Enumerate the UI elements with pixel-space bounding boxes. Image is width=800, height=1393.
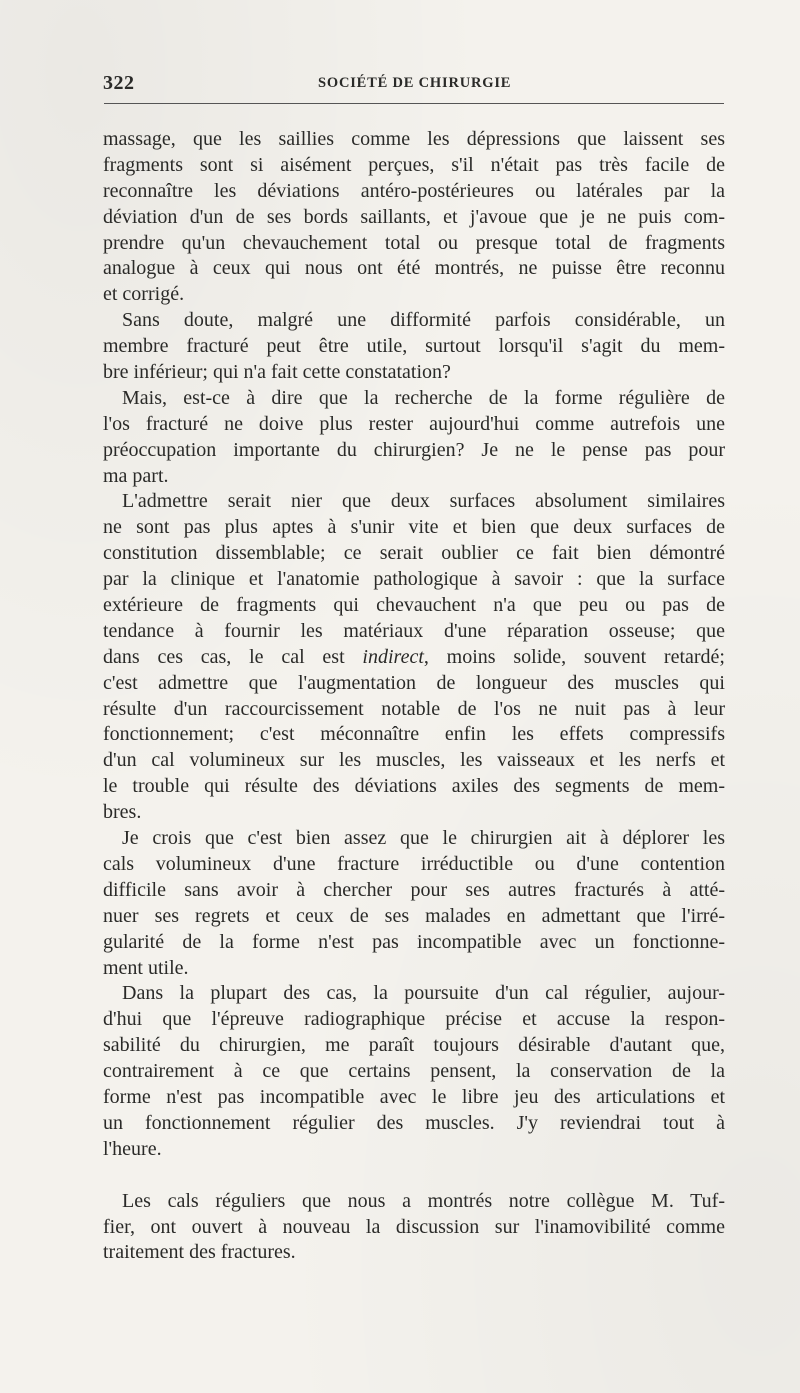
- text-line: Je crois que c'est bien assez que le chirurgien ait à déplorer les: [122, 827, 725, 850]
- text-line: par la clinique et l'anatomie pathologique à savoir : que la surface: [103, 568, 725, 591]
- text-line: L'admettre serait nier que deux surfaces absolument similaires: [122, 490, 725, 513]
- text-line: bre inférieur; qui n'a fait cette constatation?: [103, 361, 451, 384]
- text-line: fragments sont si aisément perçues, s'il n'était pas très facile de: [103, 153, 725, 176]
- paragraph: [103, 981, 725, 1162]
- text-line: d'hui que l'épreuve radiographique précise et accuse la respon-: [103, 1008, 725, 1031]
- text-line: massage, que les saillies comme les dépressions que laissent ses: [103, 128, 725, 150]
- text-line: gularité de la forme n'est pas incompatible avec un fonctionne-: [103, 930, 725, 953]
- text-fragment: , moins solide, souvent retardé;: [423, 645, 725, 668]
- text-line: cals volumineux d'une fracture irréductible ou d'une contention: [103, 852, 725, 875]
- page-number: 322: [103, 72, 135, 94]
- text-line: analogue à ceux qui nous ont été montrés, ne puisse être reconnu: [103, 257, 725, 280]
- page-header: [103, 70, 725, 100]
- text-line: fonctionnement; c'est méconnaître enfin les effets compressifs: [103, 723, 725, 746]
- text-line: déviation d'un de ses bords saillants, et j'avoue que je ne puis com-: [103, 205, 725, 228]
- text-line: constitution dissemblable; ce serait oublier ce fait bien démontré: [103, 542, 725, 565]
- text-line: Les cals réguliers que nous a montrés notre collègue M. Tuf-: [122, 1189, 725, 1212]
- italic-word: indirect: [362, 645, 424, 668]
- text-line: un fonctionnement régulier des muscles. J'y reviendrai tout à: [103, 1111, 725, 1134]
- text-line: Dans la plupart des cas, la poursuite d'un cal régulier, aujour-: [122, 982, 725, 1005]
- text-line: d'un cal volumineux sur les muscles, les vaisseaux et les nerfs et: [103, 749, 725, 772]
- text-line: traitement des fractures.: [103, 1241, 296, 1264]
- text-line: sabilité du chirurgien, me paraît toujours désirable d'autant que,: [103, 1034, 725, 1057]
- text-line: et corrigé.: [103, 283, 185, 306]
- text-line: l'heure.: [103, 1137, 162, 1160]
- text-line: [103, 645, 725, 671]
- paragraph-gap: [103, 1163, 725, 1189]
- paragraph: [103, 308, 725, 386]
- body-text: [103, 127, 725, 1266]
- text-line: Mais, est-ce à dire que la recherche de la forme régulière de: [122, 386, 725, 409]
- text-line: difficile sans avoir à chercher pour ses autres fracturés à atté-: [103, 878, 725, 901]
- text-line: ne sont pas plus aptes à s'unir vite et bien que deux surfaces de: [103, 516, 725, 539]
- paragraph: [103, 826, 725, 981]
- text-fragment: dans ces cas, le cal est: [103, 645, 363, 668]
- paragraph: [103, 489, 725, 826]
- text-line: bres.: [103, 801, 142, 824]
- text-line: tendance à fournir les matériaux d'une réparation osseuse; que: [103, 619, 725, 642]
- text-line: fier, ont ouvert à nouveau la discussion sur l'inamovibilité comme: [103, 1215, 725, 1238]
- text-line: membre fracturé peut être utile, surtout lorsqu'il s'agit du mem-: [103, 335, 725, 358]
- text-line: préoccupation importante du chirurgien? Je ne le pense pas pour: [103, 438, 725, 461]
- text-line: ment utile.: [103, 956, 189, 979]
- text-line: le trouble qui résulte des déviations axiles des segments de mem-: [103, 775, 725, 798]
- text-line: résulte d'un raccourcissement notable de l'os ne nuit pas à leur: [103, 697, 725, 720]
- text-line: forme n'est pas incompatible avec le libre jeu des articulations et: [103, 1085, 725, 1108]
- paragraph: [103, 386, 725, 490]
- text-line: Sans doute, malgré une difformité parfois considérable, un: [122, 309, 725, 332]
- text-line: c'est admettre que l'augmentation de longueur des muscles qui: [103, 671, 725, 694]
- text-line: ma part.: [103, 464, 169, 487]
- text-line: extérieure de fragments qui chevauchent n'a que peu ou pas de: [103, 594, 725, 617]
- text-line: nuer ses regrets et ceux de ses malades en admettant que l'irré-: [103, 904, 725, 927]
- paragraph: [103, 127, 725, 308]
- header-rule: [104, 103, 724, 104]
- text-line: reconnaître les déviations antéro-postérieures ou latérales par la: [103, 179, 725, 202]
- running-title: SOCIÉTÉ DE CHIRURGIE: [318, 75, 512, 91]
- paragraph: [103, 1189, 725, 1267]
- text-line: prendre qu'un chevauchement total ou presque total de fragments: [103, 231, 725, 254]
- text-line: contrairement à ce que certains pensent, la conservation de la: [103, 1060, 725, 1083]
- text-line: l'os fracturé ne doive plus rester aujourd'hui comme autrefois une: [103, 412, 725, 435]
